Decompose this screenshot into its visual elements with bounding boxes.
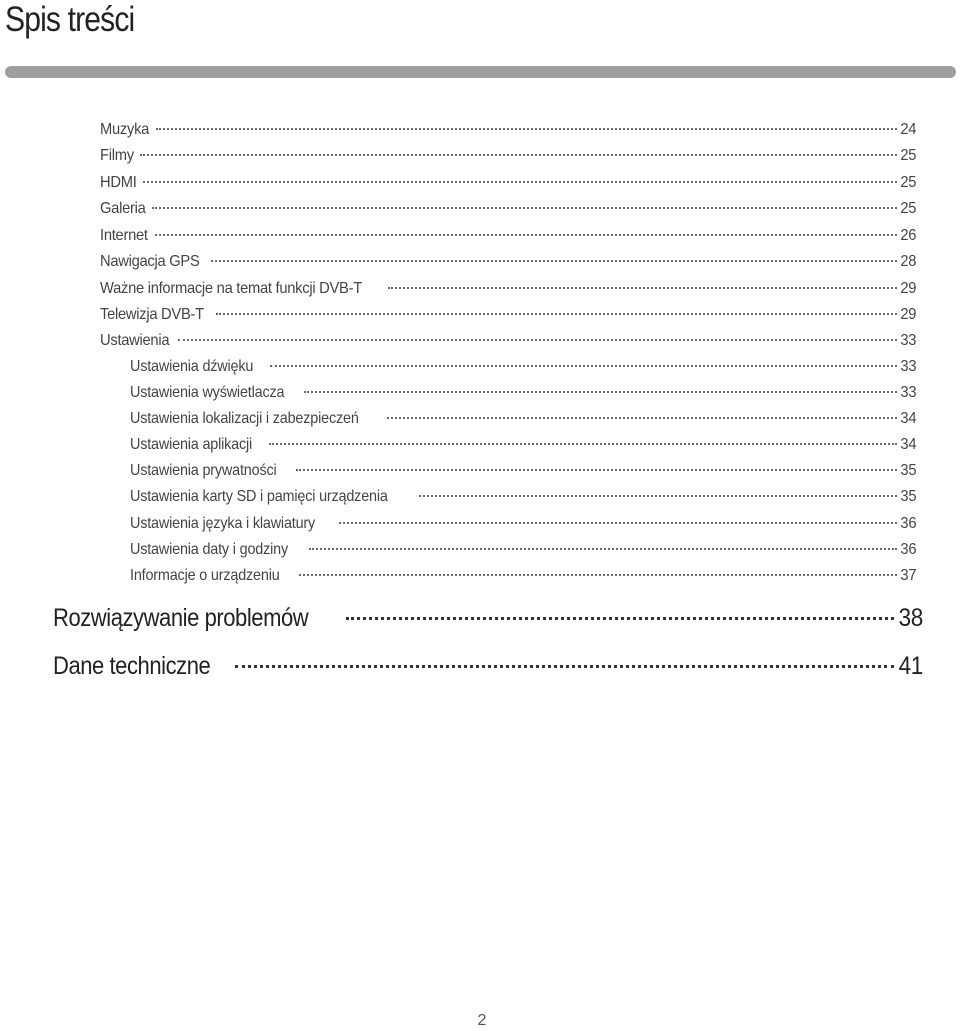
toc-entry-label: Ustawienia prywatności (130, 462, 277, 479)
toc-entry-ustawienia-lokalizacji[interactable] (130, 410, 916, 436)
toc-entry-muzyka[interactable] (100, 121, 916, 147)
toc-entry-wazne-informacje-dvb-t[interactable] (100, 280, 916, 306)
dot-leader (235, 665, 894, 668)
page-number-footer (0, 1012, 960, 1030)
toc-entry-page: 28 (900, 253, 916, 270)
toc-entry-page: 36 (899, 515, 916, 532)
toc-entry-ustawienia-jezyka[interactable] (130, 515, 916, 541)
toc-entry-page: 33 (900, 332, 916, 349)
toc-entry-label: Ustawienia języka i klawiatury (130, 515, 316, 532)
toc-entry-page: 35 (899, 488, 916, 505)
toc-entry-page: 29 (900, 306, 916, 323)
toc-entry-informacje-o-urzadzeniu[interactable] (130, 567, 916, 593)
toc-entry-page: 26 (900, 227, 916, 244)
toc-entry-page: 33 (899, 384, 916, 401)
dot-leader (304, 391, 896, 393)
page-title: Spis treści (5, 0, 135, 39)
toc-entry-hdmi[interactable] (100, 174, 916, 200)
toc-entry-page: 41 (898, 652, 923, 680)
toc-entry-label: Filmy (100, 147, 134, 164)
dot-leader (419, 495, 896, 497)
toc-entry-label: Nawigacja GPS (100, 253, 200, 270)
toc-entry-page: 34 (899, 436, 916, 453)
dot-leader (270, 365, 897, 367)
toc-entry-ustawienia-prywatnosci[interactable] (130, 462, 916, 488)
dot-leader (152, 207, 896, 209)
dot-leader (339, 522, 897, 524)
toc-entry-label: Muzyka (100, 121, 150, 138)
toc-entry-ustawienia-dzwieku[interactable] (130, 358, 916, 384)
toc-entry-page: 36 (899, 541, 916, 558)
toc-entry-ustawienia[interactable] (100, 332, 916, 358)
toc-entry-page: 25 (900, 174, 916, 191)
toc-entry-nawigacja-gps[interactable] (100, 253, 916, 279)
toc-entry-telewizja-dvb-t[interactable] (100, 306, 916, 332)
toc-entry-page: 34 (899, 410, 916, 427)
toc-entry-page: 35 (899, 462, 916, 479)
dot-leader (346, 617, 894, 620)
dot-leader (388, 287, 897, 289)
toc-entry-page: 25 (900, 147, 916, 164)
toc-entry-label: Ustawienia aplikacji (130, 436, 253, 453)
toc-entry-dane-techniczne[interactable] (53, 652, 923, 686)
toc-entry-label: Telewizja DVB-T (100, 306, 204, 323)
dot-leader (296, 469, 897, 471)
toc-entry-label: HDMI (100, 174, 137, 191)
toc-entry-label: Rozwiązywanie problemów (53, 604, 309, 632)
toc-entry-label: Ustawienia (100, 332, 170, 349)
dot-leader (143, 181, 897, 183)
toc-entry-rozwiazywanie-problemow[interactable] (53, 604, 923, 638)
title-underline-bar (5, 66, 956, 78)
toc-entry-label: Ustawienia lokalizacji i zabezpieczeń (130, 410, 359, 427)
toc-entry-label: Ustawienia daty i godziny (130, 541, 288, 558)
toc-entry-ustawienia-aplikacji[interactable] (130, 436, 916, 462)
toc-entry-label: Ustawienia dźwięku (130, 358, 254, 375)
dot-leader (155, 234, 897, 236)
toc-entry-page: 37 (899, 567, 916, 584)
dot-leader (211, 260, 897, 262)
toc-entry-label: Galeria (100, 200, 146, 217)
page-number: 2 (477, 1012, 487, 1029)
toc-entry-filmy[interactable] (100, 147, 916, 173)
dot-leader (140, 154, 897, 156)
dot-leader (299, 574, 896, 576)
toc-entry-ustawienia-wyswietlacza[interactable] (130, 384, 916, 410)
toc-entry-page: 33 (899, 358, 916, 375)
toc-entry-page: 24 (900, 121, 916, 138)
dot-leader (387, 417, 897, 419)
toc-entry-label: Dane techniczne (53, 652, 211, 680)
toc-entry-page: 29 (900, 280, 916, 297)
dot-leader (216, 313, 897, 315)
toc-entry-label: Informacje o urządzeniu (130, 567, 280, 584)
dot-leader (156, 128, 896, 130)
toc-entry-label: Ustawienia karty SD i pamięci urządzenia (130, 488, 388, 505)
toc-entry-galeria[interactable] (100, 200, 916, 226)
dot-leader (269, 443, 897, 445)
toc-entry-ustawienia-karty-sd[interactable] (130, 488, 916, 514)
toc-entry-label: Internet (100, 227, 148, 244)
toc-entry-internet[interactable] (100, 227, 916, 253)
dot-leader (178, 339, 897, 341)
toc-entry-page: 25 (900, 200, 916, 217)
dot-leader (309, 548, 897, 550)
toc-entry-label: Ustawienia wyświetlacza (130, 384, 285, 401)
toc-entry-page: 38 (898, 604, 923, 632)
toc-entry-ustawienia-daty[interactable] (130, 541, 916, 567)
toc-entry-label: Ważne informacje na temat funkcji DVB-T (100, 280, 362, 297)
